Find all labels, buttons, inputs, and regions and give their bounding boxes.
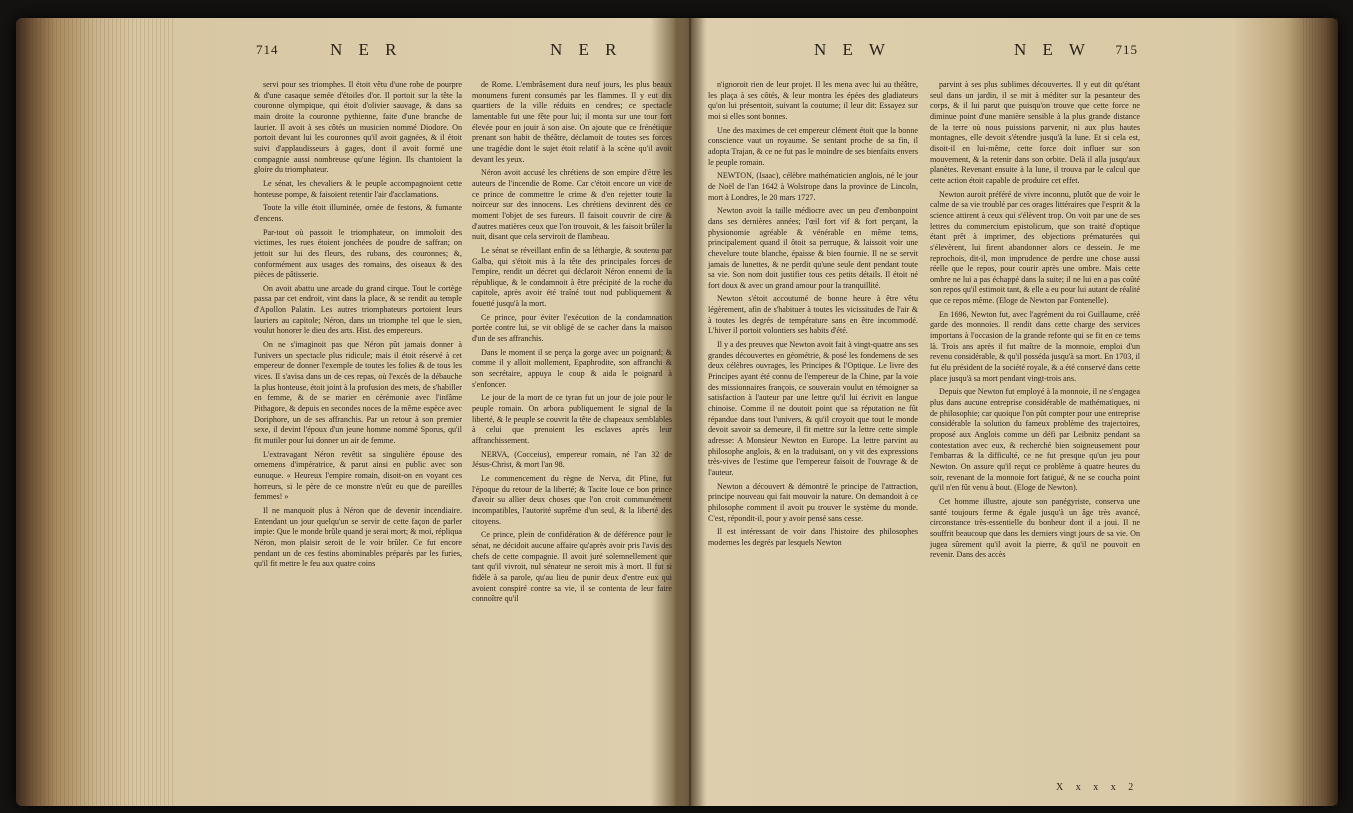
paragraph: de Rome. L'embrâsement dura neuf jours, les plus beaux monumens furent consumés par les flammes. Il y eut dix quartiers de la ville réduits en cendres; ce spectacle lamentable fut une fête pour lui; il monta sur une tour fort élevée pour en jouir à son aise. On ajoute que ce frénétique prenant son habit de théâtre, déclamoit de toutes ses forces une tragédie dont le sujet étoit relatif à la scène qu'il avoit devant les yeux.: [472, 80, 672, 164]
running-head-left-col2: N E R: [550, 40, 623, 59]
paragraph: Il ne manquoit plus à Néron que de devenir incendiaire. Entendant un jour quelqu'un se servir de cette façon de parler impie: Que le monde brûle quand je serai mort; & moi, répliqua Néron, mon plaisir seroit de le voir brûler. Ce fut encore pendant un de ces festins abominables préparés par les furies, qu'il fit mettre le feu aux quatre coins: [254, 505, 462, 569]
paragraph: Une des maximes de cet empereur clément étoit que la bonne conscience vaut un royaume. Se sentant proche de sa fin, il adopta Trajan, & ce ne fut pas le moindre de ses bienfaits envers le peuple romain.: [708, 125, 918, 167]
paragraph: Ce prince, pour éviter l'exécution de la condamnation portée contre lui, se vit obligé de se cacher dans la maison d'un de ses affranchis.: [472, 312, 672, 344]
left-page-header: [250, 40, 678, 62]
paragraph: Il est intéressant de voir dans l'histoire des philosophes modernes les degrés par lesquels Newton: [708, 527, 918, 547]
paragraph: Depuis que Newton fut employé à la monnoie, il ne s'engagea plus dans aucune entreprise considérable de mathématiques, ni de philosophie; car quoique l'on pût compter pour une entreprise considérable la solution du fameux problème des trajectoires, proposé aux Anglois comme un défi par Leibnitz pendant sa contestation avec eux, & recherché bien soigneusement pour l'embarras & la difficulté, ce ne fut presque qu'un jeu pour Newton. On assure qu'il reçut ce problème à quatre heures du soir, revenant de la monnoie fort fatigué, & ne se coucha point qu'il n'en fût venu à bout. (Eloge de Newton).: [930, 387, 1140, 493]
paragraph: On avoit abattu une arcade du grand cirque. Tout le cortège passa par cet endroit, vint dans la place, & se rendit au temple d'Apollon Palatin. Les autres triomphateurs portoient leurs lauriers au capitole; Néron, dans un triomphe tel que le sien, voulut honorer le dieu des arts. Hist. des empereurs.: [254, 283, 462, 336]
left-page-column-1: [254, 80, 462, 573]
left-page: [250, 40, 678, 800]
paragraph: Newton a découvert & démontré le principe de l'attraction, principe nouveau qui fait mouvoir la nature. On demandoit à ce philosophe comment il avoit pu trouver le système du monde. C'est, répondit-il, pour y avoir pensé sans cesse.: [708, 481, 918, 523]
right-page-header: [704, 40, 1144, 62]
paragraph: Toute la ville étoit illuminée, ornée de festons, & fumante d'encens.: [254, 203, 462, 223]
paragraph: n'ignoroit rien de leur projet. Il les mena avec lui au théâtre, les plaça à ses côtés, & leur montra les épées des gladiateurs qu'on lui présentoit, suivant la coutume; il leur dit: Essayez sur moi si elles sont bonnes.: [708, 80, 918, 121]
right-page: [704, 40, 1144, 800]
paragraph: On ne s'imaginoit pas que Néron pût jamais donner à l'univers un spectacle plus ridicule; mais il étoit réservé à cet empereur de donner l'exemple de toutes les folies & de tous les vices. Il s'avisa dans un de ces repas, où l'excès de la débauche la plus honteuse, étoit joint à la profusion des mets, de s'habiller en femme, & de se marier en cérémonie avec l'infâme Pithagore, & depuis en secondes noces de la même espèce avec Doriphore, un de ses affranchis. Par un retour à son premier sexe, il devint l'époux d'un jeune homme nommé Sporus, qu'il fit mutiler pour lui donner un air de femme.: [254, 340, 462, 445]
paragraph: Par-tout où passoit le triomphateur, on immoloit des victimes, les rues étoient jonchées de poudre de saffran; on jettoit sur lui des fleurs, des rubans, des couronnes; &, conformément aux usages des romains, des oiseaux & des pièces de pâtisserie.: [254, 227, 462, 280]
paragraph: Le sénat se réveillant enfin de sa léthargie, & soutenu par Galba, qui s'étoit mis à la tête des principales forces de l'empire, rendit un décret qui déclaroit Néron ennemi de la république, & le condamnoit à être précipité de la roche du capitole, après avoir été traîné tout nud publiquement & fouetté jusqu'à la mort.: [472, 245, 672, 309]
paragraph: NERVA, (Cocceius), empereur romain, né l'an 32 de Jésus-Christ, & mort l'an 98.: [472, 449, 672, 470]
signature-mark: X x x x 2: [1056, 782, 1139, 793]
paragraph: NEWTON, (Isaac), célèbre mathématicien anglois, né le jour de Noël de l'an 1642 à Wolstrope dans la province de Lincoln, mort à Londres, le 20 mars 1727.: [708, 171, 918, 202]
paragraph: parvint à ses plus sublimes découvertes. Il y eut dit qu'étant seul dans un jardin, il se mit à méditer sur la pesanteur des corps, & il lui parut que puisqu'on trouve que cette force ne diminue point d'une manière sensible à la plus grande distance de la terre où nous puissions parvenir, ni aux plus hautes montagnes, elle devoit s'étendre jusqu'à la lune. Et si cela est, disoit-il en lui-même, cette force doit influer sur son mouvement, & la retenir dans son orbite. Delà il alla jusqu'aux planètes. Revenant ensuite à la lune, il trouva par le calcul que cette action étoit capable de produire cet effet.: [930, 80, 1140, 185]
book-gutter: [673, 18, 707, 806]
paragraph: Le commencement du règne de Nerva, dit Pline, fut l'époque du retour de la liberté; & Tacite loue ce bon prince d'avoir su allier deux choses que l'on croit communément incompatibles, l'autorité suprême d'un seul, & la liberté des citoyens.: [472, 473, 672, 526]
paragraph: Newton auroit préféré de vivre inconnu, plutôt que de voir le calme de sa vie troublé par ces orages littéraires que l'esprit & la science attirent à ceux qui s'élèvent trop. On voit par une de ses lettres du commercium epistolicum, que son traité d'optique étant prêt à imprimer, des objections prématurées qui s'élevèrent, lui firent abandonner alors ce dessein. Je me reprochois, dit-il, mon imprudence de perdre une chose aussi réelle que le repos, pour courir après une ombre. Mais cette ombre ne lui a pas échappé dans la suite; il ne lui en a pas coûté son repos qu'il estimoit tant, & elle a eu pour lui autant de réalité que ce repos même. (Eloge de Newton par Fontenelle).: [930, 189, 1140, 306]
page-edges-right: [1303, 18, 1338, 806]
right-page-column-2: [930, 80, 1140, 564]
page-number-left: 714: [256, 42, 279, 57]
page-number-right: 715: [1115, 42, 1138, 57]
paragraph: Newton s'étoit accoutumé de bonne heure à être vêtu légèrement, afin de s'habituer à toutes les vicissitudes de l'air & à toutes les degrés de température sans en être incommodé. L'hiver il portoit volontiers ses habits d'été.: [708, 294, 918, 336]
paragraph: Newton avoit la taille médiocre avec un peu d'embonpoint dans ses dernières années; l'œil fort vif & fort perçant, la physionomie agréable & vénérable en même tems, principalement quand il ôtoit sa perruque, & laissoit voir une chevelure toute blanche, épaisse & bien fournie. Il ne se servit jamais de lunettes, & ne perdit qu'une seule dent pendant toute sa vie. Son nom doit justifier tous ces petits détails. Il étoit né fort doux & avec un grand amour pour la tranquillité.: [708, 206, 918, 290]
page-edges-left: [16, 18, 176, 806]
running-head-left-col1: N E R: [330, 40, 403, 59]
running-head-right-col1: N E W: [814, 40, 891, 59]
paragraph: servi pour ses triomphes. Il étoit vêtu d'une robe de pourpre & d'une casaque semée d'étoiles d'or. Il portoit sur la tête la couronne olympique, qui étoit d'olivier sauvage, & dans sa main droite la couronne pythienne, faite d'une branche de laurier. Il avoit à ses côtés un musicien nommé Diodore. On portoit devant lui les couronnes qu'il avoit gagnées, & il étoit suivi d'applaudisseurs à gages, dont il avoit formé une compagnie aussi nombreuse qu'une légion. Ils chantoient la gloire du triomphateur.: [254, 80, 462, 175]
paragraph: Il y a des preuves que Newton avoit fait à vingt-quatre ans ses grandes découvertes en géométrie, & posé les fondemens de ses deux célèbres ouvrages, les Principes & l'Optique. Le livre des Principes ayant été connu de l'empereur de la Chine, par la voie des missionnaires françois, ce souverain voulut en témoigner sa satisfaction à l'auteur par une lettre qu'il lui écrivit en langue chinoise. Comme il ne doutoit point que sa réputation ne fût répandue dans tout l'univers, & qu'il croyoit que tout le monde devoit savoir sa demeure, il fit mettre sur la lettre cette simple adresse: A Monsieur Newton en Europe. La lettre parvint au philosophe anglois, & en la traduisant, on y vit des expressions très-vives de l'estime que l'empereur faisoit de l'ouvrage & de l'auteur.: [708, 340, 918, 477]
paragraph: Le jour de la mort de ce tyran fut un jour de joie pour le peuple romain. On arbora publiquement le signal de la liberté, & le peuple se couvrit la tête de chapeaux semblables à celui que prenoient les esclaves après leur affranchissement.: [472, 393, 672, 445]
paragraph: Le sénat, les chevaliers & le peuple accompagnoient cette honteuse pompe, & faisoient retentir l'air d'acclamations.: [254, 178, 462, 199]
paragraph: L'extravagant Néron revêtit sa singulière épouse des ornemens d'impératrice, & parut ainsi en public avec son eunuque. « Heureux l'empire romain, disoit-on en voyant ces horreurs, si le père de ce monstre n'eût eu que de pareilles femmes! »: [254, 449, 462, 502]
paragraph: Ce prince, plein de confidération & de déférence pour le sénat, ne décidoit aucune affaire qu'après avoir pris l'avis des chefs de cette compagnie. Il avoit juré solemnellement que tant qu'il vivroit, nul sénateur ne seroit mis à mort. Il fut si fidèle à sa parole, qu'au lieu de punir deux d'entre eux qui avoient conspiré contre sa vie, il se contenta de leur faire connoître qu'il: [472, 530, 672, 604]
paragraph: Néron avoit accusé les chrétiens de son empire d'être les auteurs de l'incendie de Rome. Car c'étoit encore un vice de ce prince de commettre le crime & d'en rejetter toute la noirceur sur des innocens. Les chrétiens devinrent dès ce moment l'objet de ses fureurs. Il faisoit couvrir de cire & d'autres matières ceux que l'on trouvoit, & les faisoit brûler la nuit, disant que cela serviroit de flambeau.: [472, 168, 672, 242]
paragraph: Cet homme illustre, ajoute son panégyriste, conserva une santé toujours ferme & égale jusqu'à un âge très avancé, circonstance très-essentielle du bonheur dont il a joui. Il ne souffrit beaucoup que dans les derniers vingt jours de sa vie. On jugea sûrement qu'il avoit la pierre, & qu'il ne pouvoit en revenir. Dans des accès: [930, 496, 1140, 560]
running-head-right-col2: N E W: [1014, 40, 1091, 59]
paragraph: Dans le moment il se perça la gorge avec un poignard; & comme il y alloit mollement, Epaphrodite, son affranchi & son secrétaire, appuya le coup & aida le poignard à s'enfoncer.: [472, 347, 672, 389]
right-page-column-1: [708, 80, 918, 552]
left-page-column-2: [472, 80, 672, 608]
paragraph: En 1696, Newton fut, avec l'agrément du roi Guillaume, créé garde des monnoies. Il rendit dans cette charge des services importans à l'occasion de la grande refonte qui se fit en ce tems là. Trois ans après il fut maître de la monnoie, emploi d'un revenu considérable, & qu'il posséda jusqu'à sa mort. En 1703, il fut élu président de la société royale, & a été conservé dans cette place jusqu'à sa mort pendant vingt-trois ans.: [930, 309, 1140, 383]
